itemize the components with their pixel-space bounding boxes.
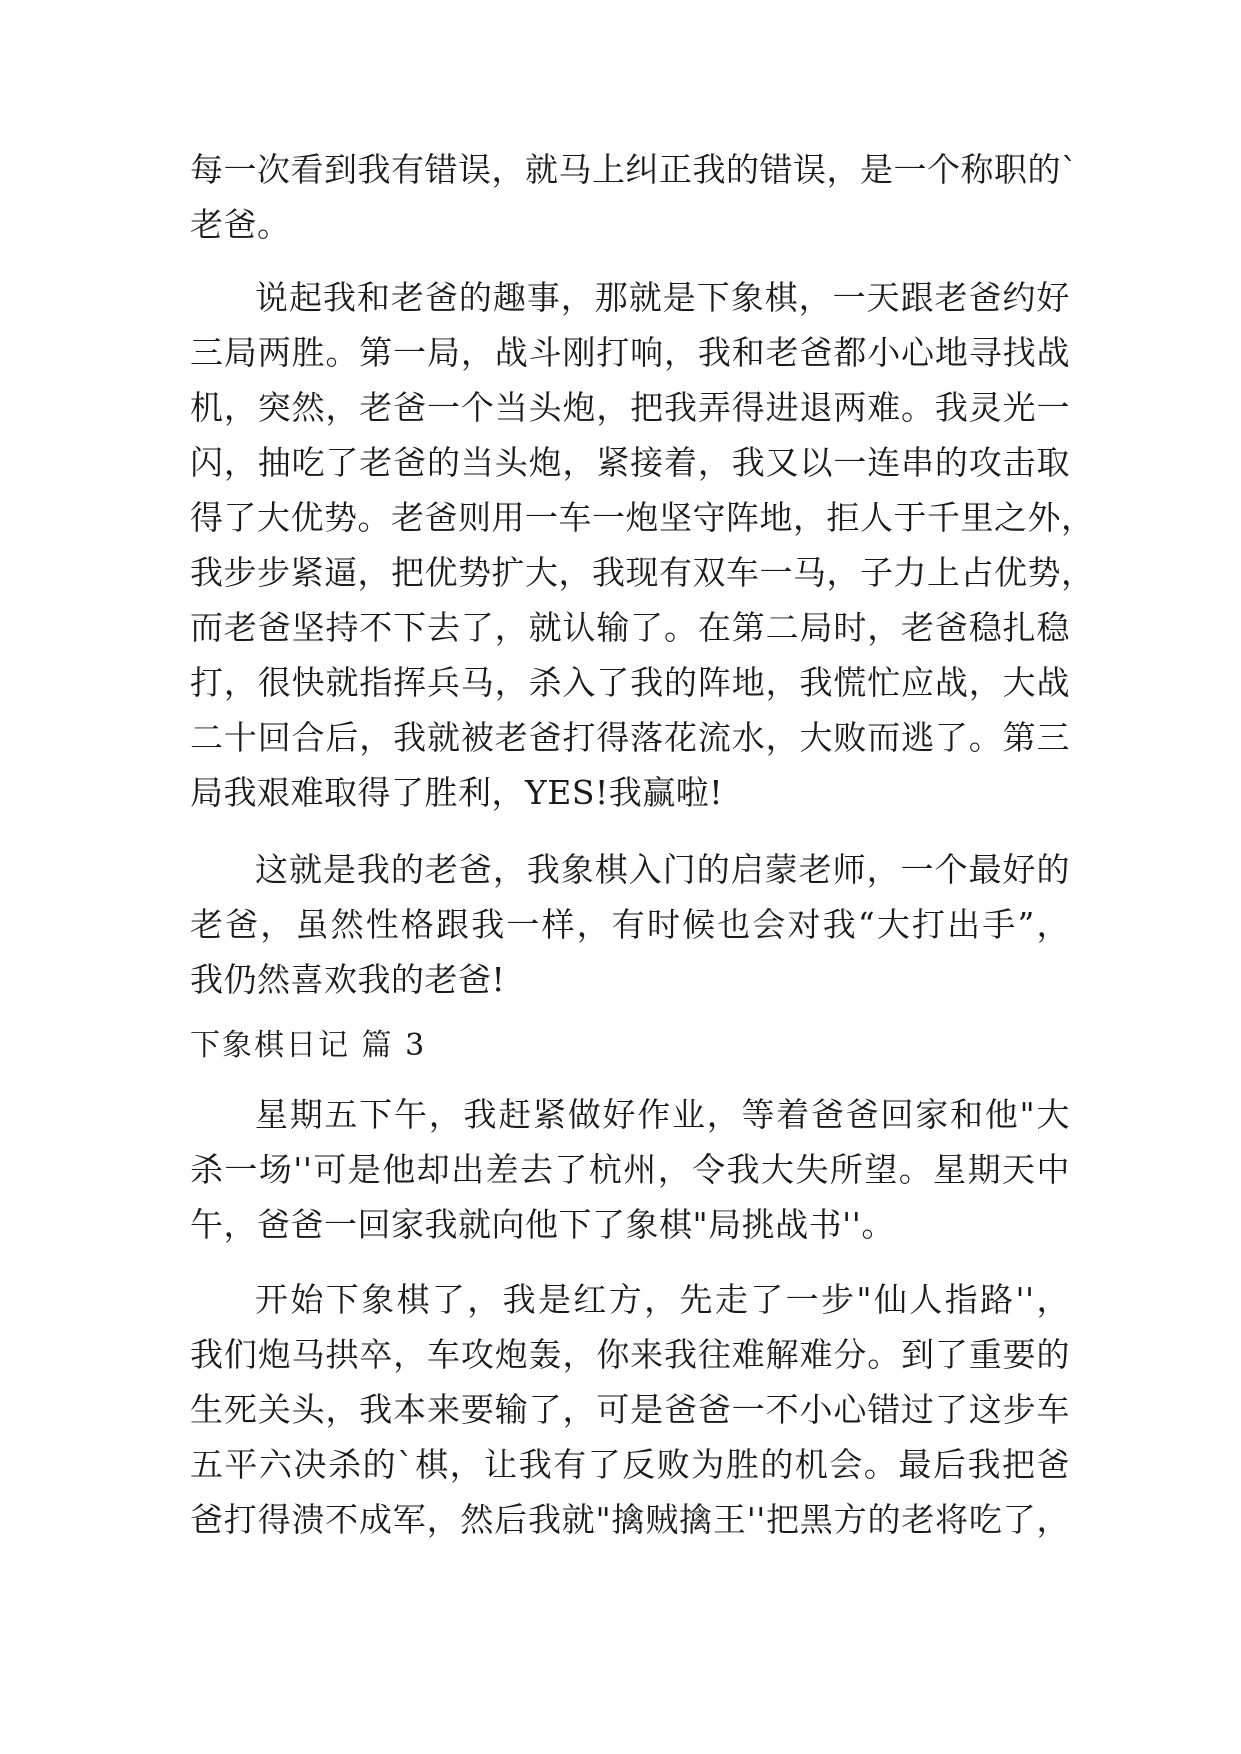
text-line: 五平六决杀的`棋，让我有了反败为胜的机会。最后我把爸 [190,1445,1070,1484]
text-line: 午，爸爸一回家我就向他下了象棋"局挑战书''。 [190,1205,895,1244]
paragraph-first-line: 星期五下午，我赶紧做好作业，等着爸爸回家和他"大 [255,1095,1070,1134]
text-line: 三局两胜。第一局，战斗刚打响，我和老爸都小心地寻找战 [190,333,1070,372]
text-line: 每一次看到我有错误，就马上纠正我的错误，是一个称职的` [190,150,1078,189]
text-line: 爸打得溃不成军，然后我就"擒贼擒王''把黑方的老将吃了， [190,1500,1070,1539]
text-line: 我步步紧逼，把优势扩大，我现有双车一马，子力上占优势， [190,553,1095,592]
text-line: 闪，抽吃了老爸的当头炮，紧接着，我又以一连串的攻击取 [190,443,1070,482]
text-line: 局我艰难取得了胜利，YES!我赢啦! [190,773,724,812]
text-line: 我仍然喜欢我的老爸! [190,960,506,999]
text-line: 机，突然，老爸一个当头炮，把我弄得进退两难。我灵光一 [190,388,1070,427]
text-line: 得了大优势。老爸则用一车一炮坚守阵地，拒人于千里之外， [190,498,1095,537]
section-heading: 下象棋日记 篇 3 [190,1028,427,1063]
text-line: 杀一场''可是他却出差去了杭州，令我大失所望。星期天中 [190,1150,1070,1189]
paragraph-first-line: 开始下象棋了，我是红方，先走了一步"仙人指路''， [255,1280,1070,1319]
text-line: 而老爸坚持不下去了，就认输了。在第二局时，老爸稳扎稳 [190,608,1070,647]
text-line: 二十回合后，我就被老爸打得落花流水，大败而逃了。第三 [190,718,1070,757]
text-line: 我们炮马拱卒，车攻炮轰，你来我往难解难分。到了重要的 [190,1335,1070,1374]
text-line: 生死关头，我本来要输了，可是爸爸一不小心错过了这步车 [190,1390,1070,1429]
text-line: 老爸。 [190,205,291,244]
paragraph-first-line: 这就是我的老爸，我象棋入门的启蒙老师，一个最好的 [255,850,1070,889]
paragraph-first-line: 说起我和老爸的趣事，那就是下象棋，一天跟老爸约好 [255,278,1070,317]
text-line: 打，很快就指挥兵马，杀入了我的阵地，我慌忙应战，大战 [190,663,1070,702]
text-line: 老爸，虽然性格跟我一样，有时候也会对我“大打出手”， [190,905,1070,944]
